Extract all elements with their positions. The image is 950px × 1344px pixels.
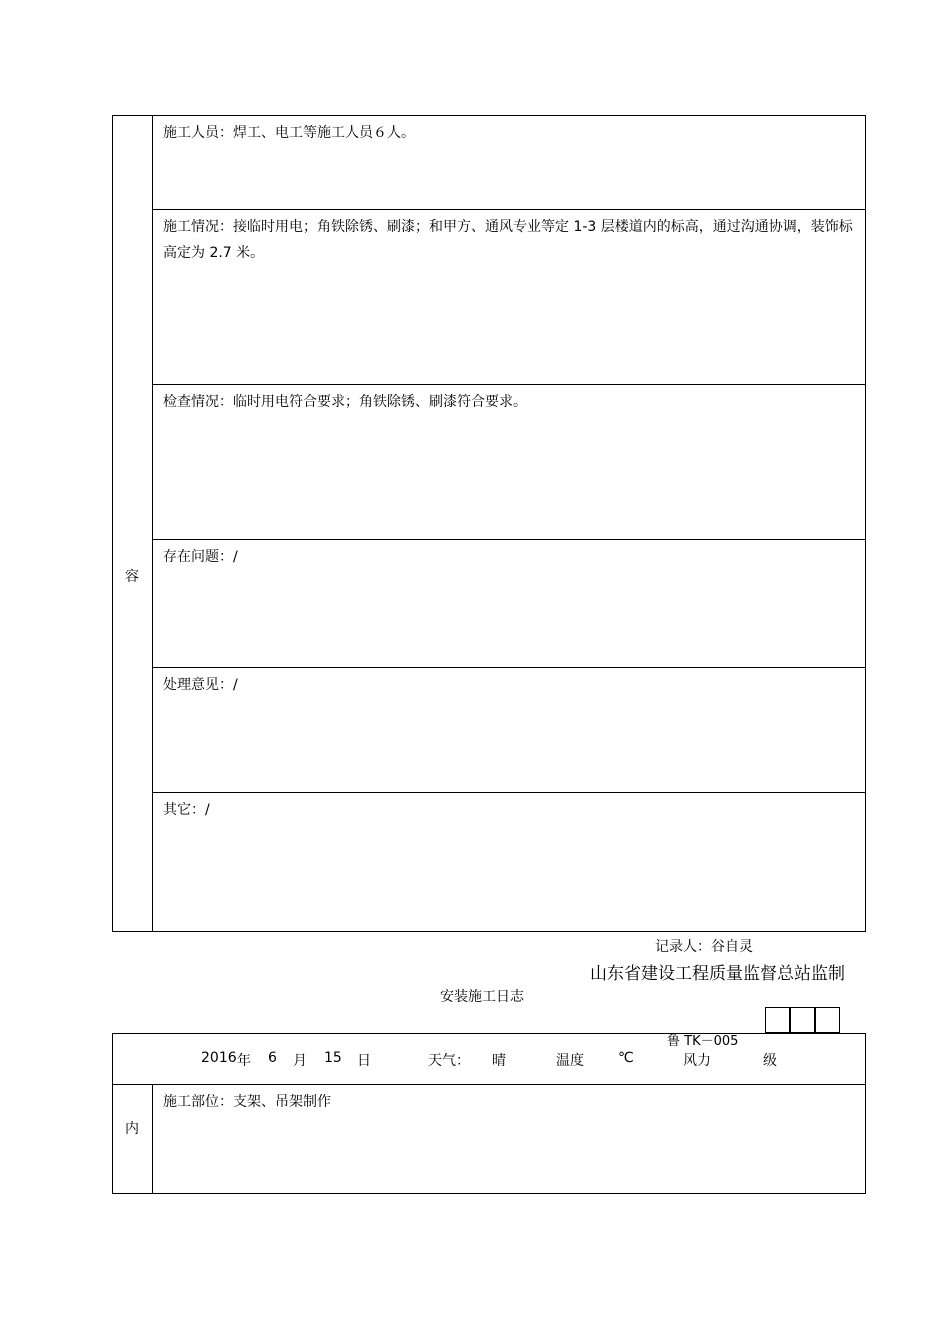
- section-inspection-text: 检查情况：临时用电符合要求；角铁除锈、刷漆符合要求。: [163, 394, 527, 410]
- footer-org: 山东省建设工程质量监督总站监制: [590, 964, 845, 984]
- log-table-2: [112, 1033, 866, 1194]
- temp-label: 温度: [556, 1053, 584, 1069]
- month-unit: 月: [293, 1053, 307, 1069]
- weather-value: 晴: [492, 1053, 506, 1069]
- wind-unit: 级: [763, 1053, 777, 1069]
- day: 15: [324, 1050, 342, 1066]
- code-box-3: [815, 1007, 840, 1033]
- date-weather-row: [113, 1034, 865, 1084]
- form-code: 鲁 TK－005: [667, 1030, 740, 1049]
- code-box-2: [790, 1007, 815, 1033]
- section-personnel: [153, 116, 865, 209]
- section-personnel-text: 施工人员：焊工、电工等施工人员６人。: [163, 125, 415, 141]
- section-construction: [153, 210, 865, 384]
- section-other-text: 其它：/: [163, 802, 210, 818]
- section-construction-text: 施工情况：接临时用电；角铁除锈、刷漆；和甲方、通风专业等定 1-3 层楼道内的标高，通过沟通协调，装饰标高定为 2.7 米。: [163, 219, 853, 261]
- section-location: [153, 1085, 865, 1193]
- log-table-1: [112, 115, 866, 932]
- log-title: 安装施工日志: [440, 989, 524, 1005]
- side-label-content: 容: [125, 569, 139, 585]
- section-handling: [153, 668, 865, 792]
- section-problems-text: 存在问题：/: [163, 549, 238, 565]
- side-label-inner: 内: [125, 1121, 139, 1137]
- section-location-text: 施工部位：支架、吊架制作: [163, 1094, 331, 1110]
- year-unit: 年: [237, 1053, 251, 1069]
- section-handling-text: 处理意见：/: [163, 677, 238, 693]
- code-box-1: [765, 1007, 790, 1033]
- section-inspection: [153, 385, 865, 539]
- recorder: 记录人：谷自灵: [655, 939, 753, 955]
- temp-unit: ℃: [618, 1050, 634, 1066]
- month: 6: [268, 1050, 277, 1066]
- section-other: [153, 793, 865, 931]
- weather-label: 天气：: [428, 1053, 470, 1069]
- section-problems: [153, 540, 865, 667]
- day-unit: 日: [357, 1053, 371, 1069]
- year: 2016: [201, 1050, 237, 1066]
- wind-label: 风力: [683, 1053, 711, 1069]
